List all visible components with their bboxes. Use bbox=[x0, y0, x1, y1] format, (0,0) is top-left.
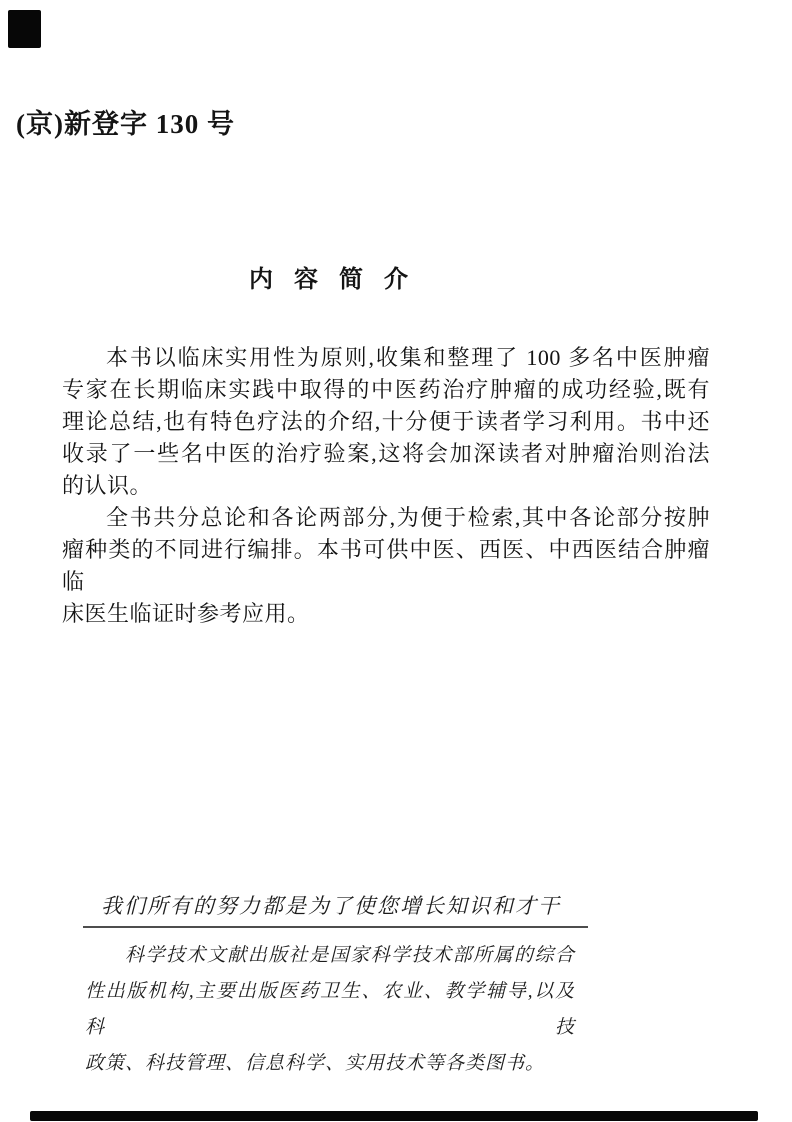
publisher-note-line: 政策、科技管理、信息科学、实用技术等各类图书。 bbox=[85, 1053, 546, 1074]
intro-para1-line: 收录了一些名中医的治疗验案,这将会加深读者对肿瘤治则治法 bbox=[62, 441, 710, 466]
publisher-slogan: 我们所有的努力都是为了使您增长知识和才干 bbox=[101, 894, 561, 918]
intro-text-block bbox=[62, 342, 710, 630]
slogan-underline bbox=[83, 926, 588, 928]
registration-number: (京)新登字 130 号 bbox=[16, 109, 235, 139]
publisher-note-line: 性出版机构,主要出版医药卫生、农业、教学辅导,以及科技 bbox=[85, 981, 575, 1038]
scan-artifact-corner bbox=[8, 10, 41, 48]
section-title: 内容简介 bbox=[249, 267, 429, 293]
intro-para2-line: 全书共分总论和各论两部分,为便于检索,其中各论部分按肿 bbox=[106, 505, 710, 530]
publisher-note bbox=[85, 938, 575, 1082]
intro-para2-line: 瘤种类的不同进行编排。本书可供中医、西医、中西医结合肿瘤临 bbox=[62, 537, 710, 594]
intro-para1-line: 理论总结,也有特色疗法的介绍,十分便于读者学习利用。书中还 bbox=[62, 409, 710, 434]
scan-artifact-bottom-bar bbox=[30, 1111, 758, 1121]
intro-para1-line: 本书以临床实用性为原则,收集和整理了 100 多名中医肿瘤 bbox=[106, 345, 710, 370]
publisher-note-line: 科学技术文献出版社是国家科学技术部所属的综合 bbox=[125, 945, 575, 966]
intro-para1-line: 的认识。 bbox=[62, 473, 153, 498]
intro-para2-line: 床医生临证时参考应用。 bbox=[62, 601, 310, 626]
intro-para1-line: 专家在长期临床实践中取得的中医药治疗肿瘤的成功经验,既有 bbox=[62, 377, 710, 402]
